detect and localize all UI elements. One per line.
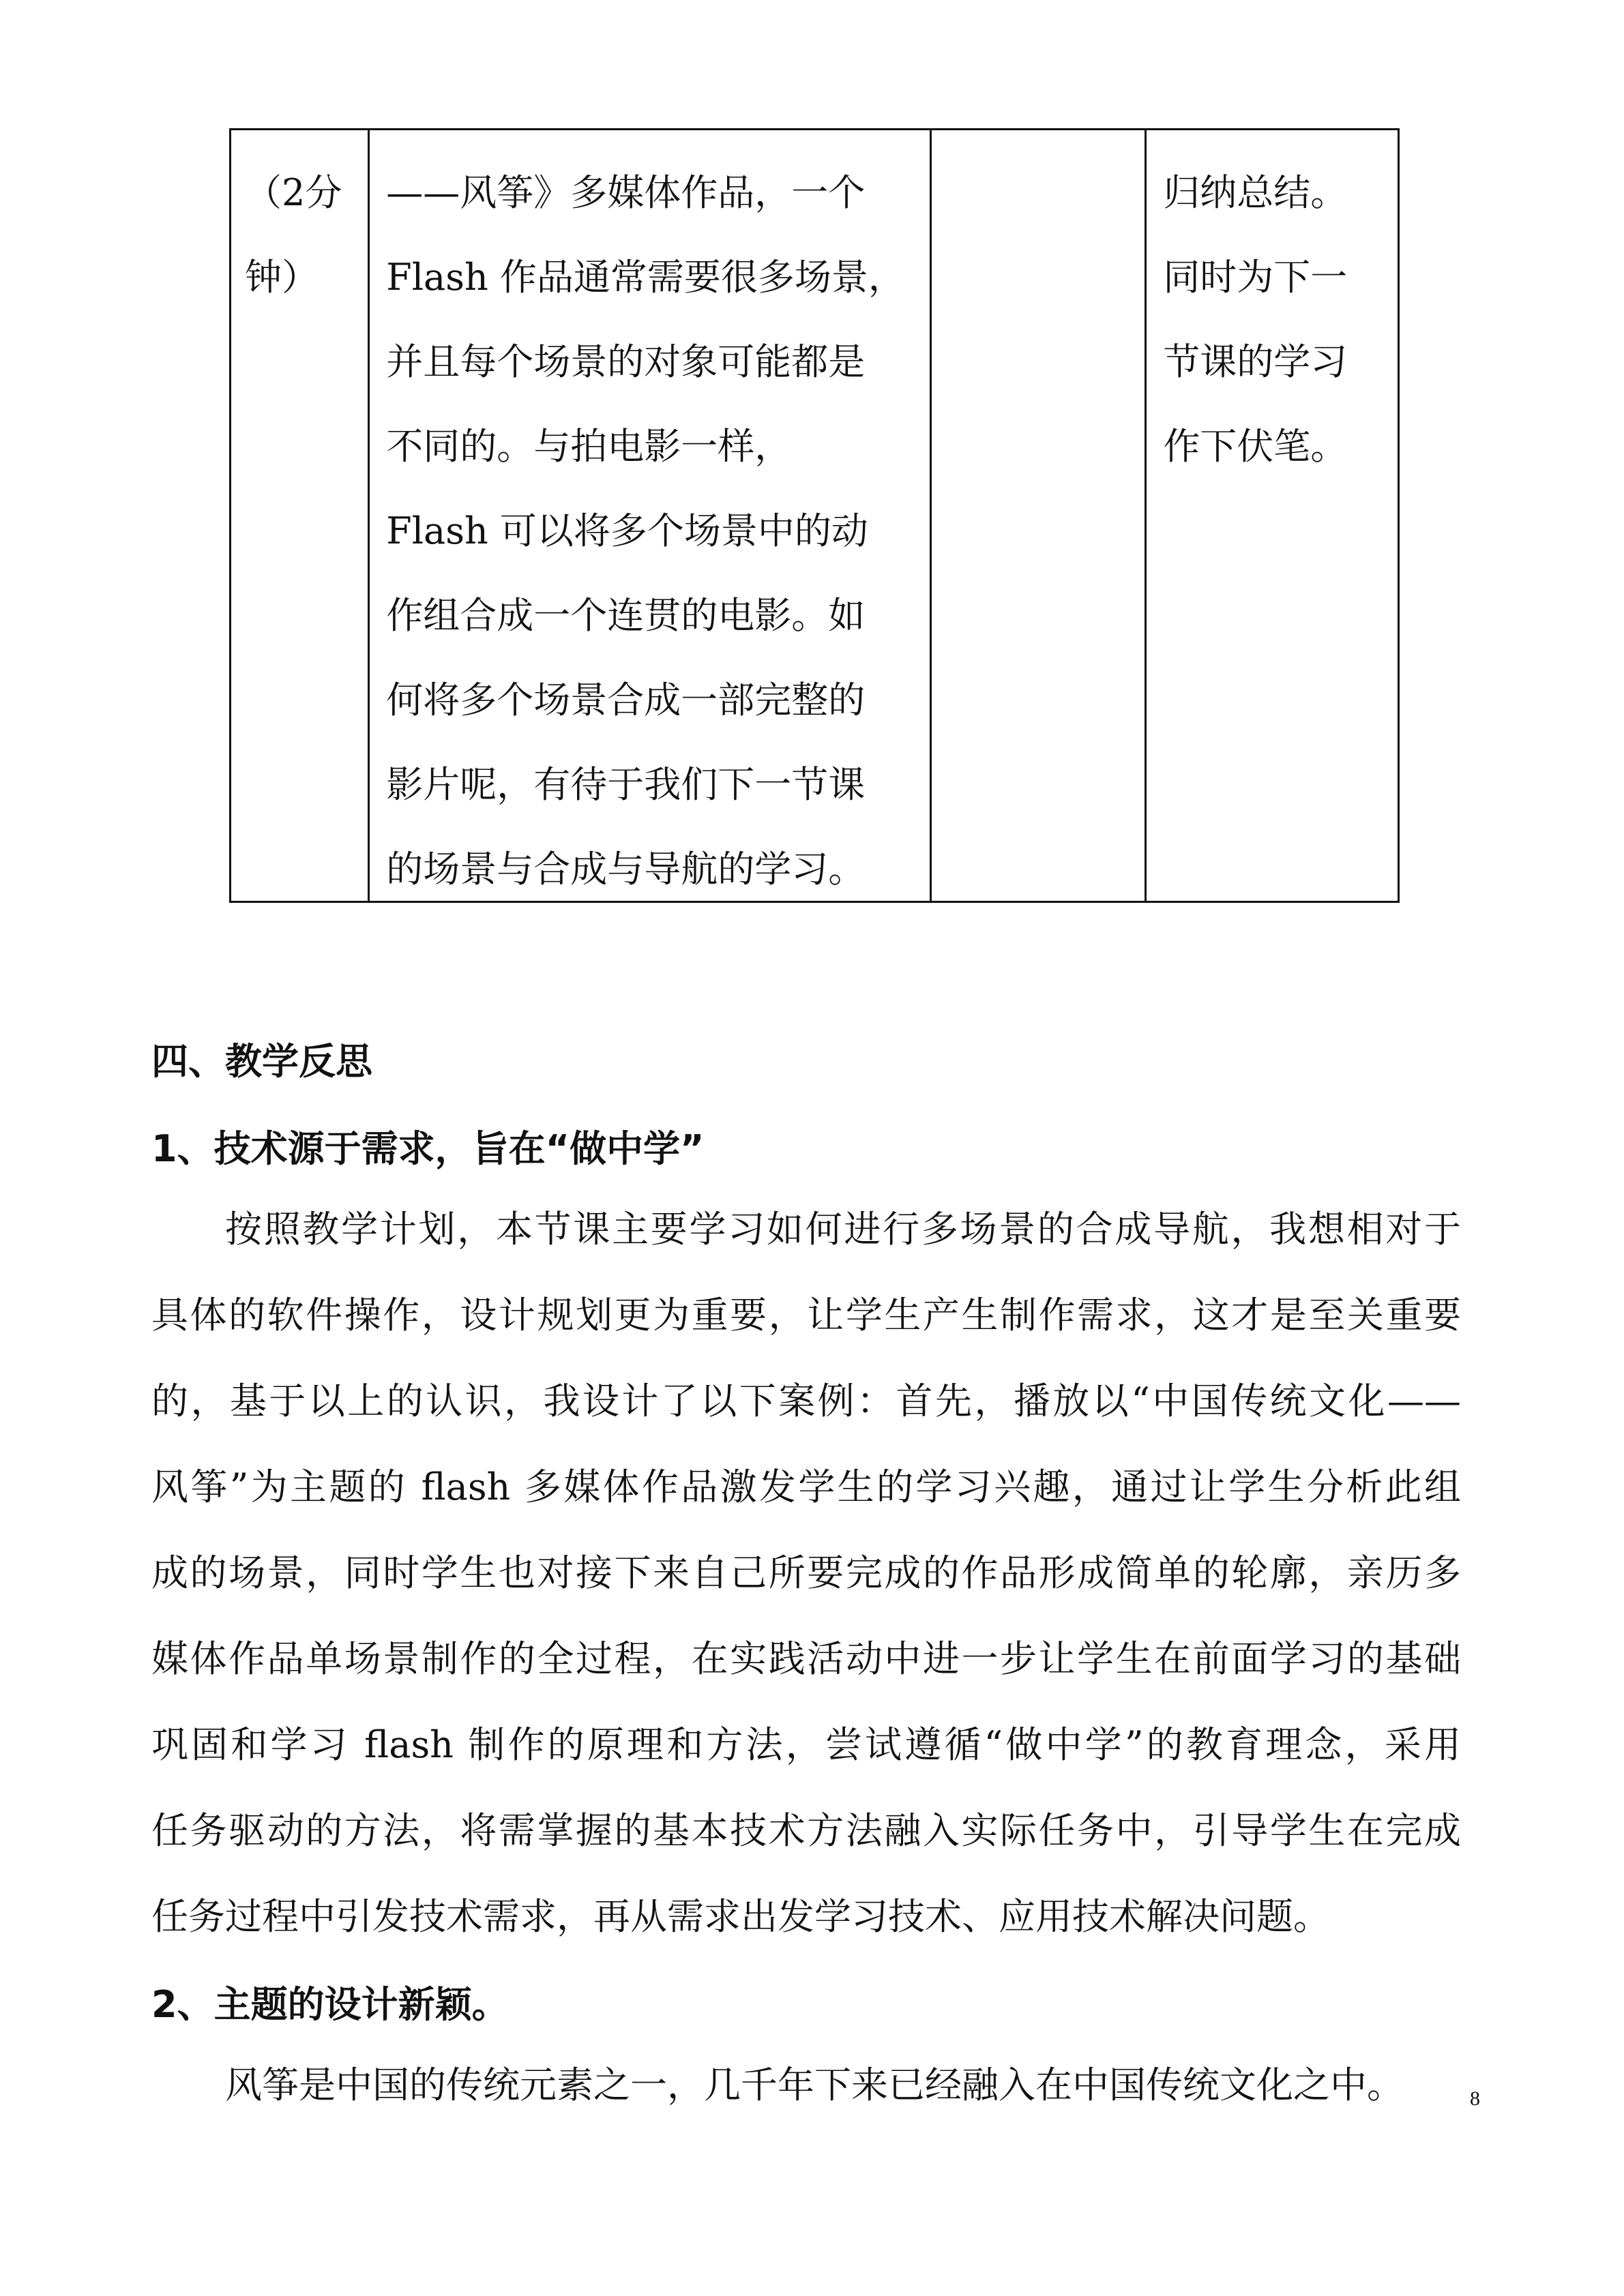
table-cell-time [231,130,370,901]
table-cell-student-activity [932,130,1147,901]
lesson-table [229,128,1400,903]
content-line: 的场景与合成与导航的学习。 [386,848,866,891]
paragraph-line: 巩固和学习 flash 制作的原理和方法，尝试遵循“做中学”的教育理念，采用 [151,1723,1461,1766]
table-cell-content [370,130,932,901]
section-title: 四、教学反思 [151,1040,372,1083]
intent-line: 同时为下一 [1163,256,1348,299]
paragraph-line: 成的场景，同时学生也对接下来自己所要完成的作品形成简单的轮廓，亲历多 [151,1551,1461,1594]
content-line: Flash 作品通常需要很多场景， [386,256,905,299]
intent-line: 作下伏笔。 [1163,425,1348,468]
paragraph-line: 媒体作品单场景制作的全过程，在实践活动中进一步让学生在前面学习的基础 [151,1637,1461,1680]
content-line: 并且每个场景的对象可能都是 [386,340,866,383]
paragraph-line: 按照教学计划，本节课主要学习如何进行多场景的合成导航，我想相对于 [225,1208,1461,1251]
table-cell-design-intent [1147,130,1398,901]
intent-line: 归纳总结。 [1163,171,1348,214]
content-line: 影片呢，有待于我们下一节课 [386,763,866,806]
paragraph-line: 风筝”为主题的 flash 多媒体作品激发学生的学习兴趣，通过让学生分析此组 [151,1465,1461,1508]
paragraph-line: 风筝是中国的传统元素之一，几千年下来已经融入在中国传统文化之中。 [225,2063,1404,2106]
paragraph-line: 任务驱动的方法，将需掌握的基本技术方法融入实际任务中，引导学生在完成 [151,1809,1461,1852]
point2-title: 2、主题的设计新颖。 [151,1983,509,2026]
content-line: 不同的。与拍电影一样， [386,425,792,468]
point2-paragraph [151,2042,1461,2128]
paragraph-line: 的，基于以上的认识，我设计了以下案例：首先，播放以“中国传统文化—— [151,1380,1461,1422]
time-line: 钟） [245,256,319,299]
paragraph-line: 具体的软件操作，设计规划更为重要，让学生产生制作需求，这才是至关重要 [151,1294,1461,1337]
content-line: 作组合成一个连贯的电影。如 [386,594,866,637]
page-number: 8 [1470,2087,1480,2110]
content-line: 何将多个场景合成一部完整的 [386,679,866,721]
point1-paragraph [151,1187,1461,1960]
paragraph-line: 任务过程中引发技术需求，再从需求出发学习技术、应用技术解决问题。 [151,1895,1330,1938]
point1-title: 1、技术源于需求，旨在“做中学” [151,1127,705,1170]
content-line: Flash 可以将多个场景中的动 [386,509,868,552]
content-line: ——风筝》多媒体作品，一个 [386,171,866,214]
time-line: （2分 [245,171,342,214]
intent-line: 节课的学习 [1163,340,1348,383]
